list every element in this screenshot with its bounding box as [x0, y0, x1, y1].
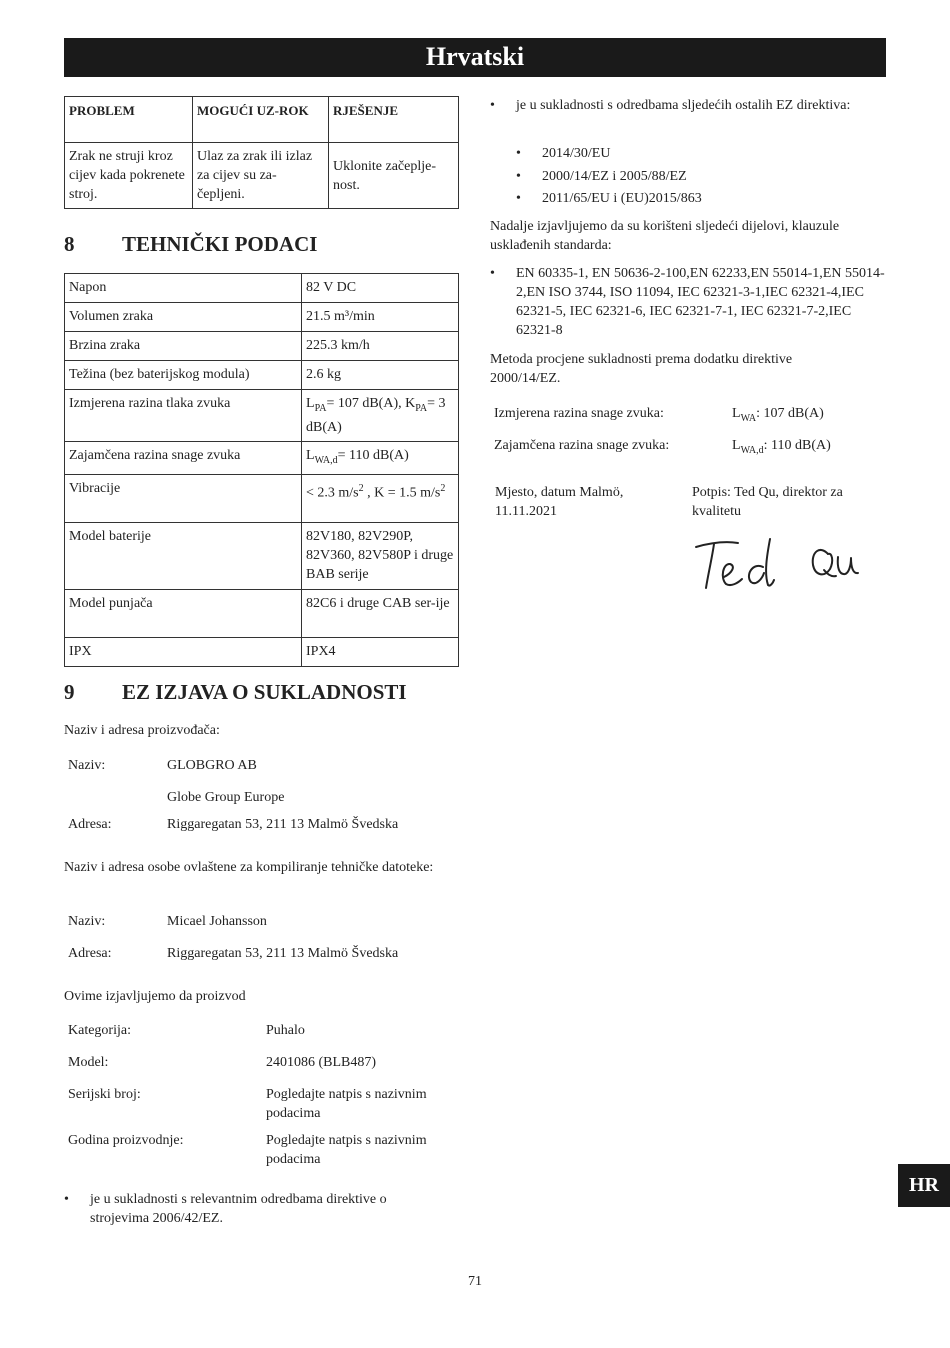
spec-label: Težina (bez baterijskog modula): [65, 361, 302, 390]
field-value: Micael Johansson: [167, 914, 267, 929]
other-directives-bullet: [490, 96, 870, 115]
list-item: [64, 1127, 459, 1173]
list-item: [64, 940, 459, 967]
vibration-a: < 2.3 m/s: [306, 485, 359, 501]
list-item: • 2011/65/EU i (EU)2015/863: [516, 188, 856, 211]
spec-label: Zajamčena razina snage zvuka: [65, 441, 302, 474]
lwad-subscript: WA,d: [314, 454, 338, 466]
spec-label: Model baterije: [65, 522, 302, 589]
lpa-subscript: PA: [314, 402, 327, 414]
lwad-value: = 110 dB(A): [337, 447, 409, 463]
lpa-value: = 107 dB(A), K: [326, 396, 416, 411]
tech-data-table: [64, 273, 459, 667]
spec-label: Vibracije: [65, 474, 302, 522]
machinery-bullet-list: [64, 1190, 444, 1228]
list-item: • 2014/30/EU: [516, 143, 856, 166]
field-value: Pogledajte natpis s nazivnim podacima: [266, 1087, 427, 1121]
list-item: [64, 811, 459, 838]
table-row: [65, 474, 459, 522]
table-row: [65, 441, 459, 474]
spec-label: Napon: [65, 274, 302, 303]
superscript: 2: [440, 482, 446, 494]
list-item: [64, 1081, 459, 1127]
header-problem: PROBLEM: [65, 97, 193, 143]
sound-table: [490, 400, 886, 464]
lwa-subscript: WA: [740, 412, 757, 424]
field-value: Puhalo: [266, 1023, 305, 1038]
kpa-value: = 3 dB(A): [306, 396, 446, 435]
list-item: [490, 432, 886, 464]
signature-label: Potpis: Ted Qu, direktor za kvalitetu: [692, 485, 843, 519]
language-tab: HR: [898, 1164, 950, 1207]
section-number: 9: [64, 680, 75, 704]
lwad-subscript: WA,d: [740, 444, 764, 456]
cell-problem: Zrak ne struji kroz cijev kada pokrenete stroj.: [65, 143, 193, 209]
table-row: [65, 390, 459, 442]
lwa-symbol: L: [732, 406, 741, 421]
table-row: [65, 589, 459, 637]
table-row: [65, 143, 459, 209]
list-item: • je u sukladnosti s relevantnim odredbama direktive o strojevima 2006/42/EZ.: [64, 1190, 444, 1228]
spec-value: 225.3 km/h: [302, 332, 459, 361]
field-value: Riggaregatan 53, 211 13 Malmö Švedska: [167, 946, 399, 961]
spec-value: 82C6 i druge CAB ser-ije: [302, 589, 459, 637]
list-item: [64, 752, 459, 784]
declare-intro: Ovime izjavljujemo da proizvod: [64, 989, 246, 1004]
field-value: Globe Group Europe: [167, 790, 285, 805]
field-label: Izmjerena razina snage zvuka:: [494, 406, 664, 421]
spec-value: 82V180, 82V290P, 82V360, 82V580P i druge BAB serije: [302, 522, 459, 589]
standards-list: [490, 264, 890, 340]
list-item: • EN 60335-1, EN 50636-2-100,EN 62233,EN 55014-1,EN 55014-2,EN ISO 3744, ISO 11094, IEC 62321-3-1,IEC 62321-4,IEC 62321-5, IEC 62321-6, IEC 62321-7-1, IEC 62321-7-2,IEC 62321-8: [490, 264, 890, 340]
table-header-row: [65, 97, 459, 143]
list-item: [64, 1049, 459, 1081]
spec-value: 82 V DC: [302, 274, 459, 303]
spec-value: 21.5 m³/min: [302, 303, 459, 332]
list-item: [490, 400, 886, 432]
field-value: GLOBGRO AB: [167, 758, 257, 773]
field-value: [728, 400, 886, 432]
section-9-heading: [64, 680, 459, 705]
spec-value: [302, 474, 459, 522]
list-item: • je u sukladnosti s odredbama sljedećih ostalih EZ direktiva:: [490, 96, 870, 115]
manufacturer-intro: Naziv i adresa proizvođača:: [64, 723, 220, 738]
field-label: Adresa:: [68, 946, 112, 961]
page-header-title: Hrvatski: [64, 38, 886, 77]
field-label: Serijski broj:: [68, 1087, 141, 1102]
section-8-heading: [64, 232, 459, 257]
header-solution: RJEŠENJE: [329, 97, 459, 143]
spec-value: IPX4: [302, 637, 459, 666]
spec-value: [302, 441, 459, 474]
field-value: Riggaregatan 53, 211 13 Malmö Švedska: [167, 817, 399, 832]
list-item: [64, 1017, 459, 1049]
lwa-value: : 107 dB(A): [756, 406, 824, 421]
method-text: Metoda procjene sukladnosti prema dodatku direktive 2000/14/EZ.: [490, 352, 793, 386]
lwad-symbol: L: [306, 447, 315, 463]
list-item: [64, 908, 459, 940]
spec-value: 2.6 kg: [302, 361, 459, 390]
vibration-b: , K = 1.5 m/s: [363, 485, 441, 501]
standards-intro: Nadalje izjavljujemo da su korišteni sljedeći dijelovi, klauzule usklađenih standarda:: [490, 219, 840, 253]
field-label: Naziv:: [68, 914, 106, 929]
field-label: Model:: [68, 1055, 109, 1070]
field-label: Zajamčena razina snage zvuka:: [494, 438, 670, 453]
spec-label: IPX: [65, 637, 302, 666]
list-item: • 2000/14/EZ i 2005/88/EZ: [516, 166, 856, 189]
field-label: Godina proizvodnje:: [68, 1133, 184, 1148]
cell-solution: Uklonite začeplje-nost.: [329, 143, 459, 209]
table-row: [65, 361, 459, 390]
spec-label: Brzina zraka: [65, 332, 302, 361]
spec-label: Model punjača: [65, 589, 302, 637]
product-table: [64, 1017, 459, 1173]
section-number: 8: [64, 232, 75, 256]
field-value: 2401086 (BLB487): [266, 1055, 377, 1070]
authorized-table: [64, 908, 459, 967]
page-number: 71: [468, 1274, 482, 1289]
table-row: [65, 332, 459, 361]
table-row: [65, 522, 459, 589]
field-value: Pogledajte natpis s nazivnim podacima: [266, 1133, 427, 1167]
field-label: Kategorija:: [68, 1023, 131, 1038]
spec-label: Volumen zraka: [65, 303, 302, 332]
superscript: 2: [358, 482, 364, 494]
authorized-intro: Naziv i adresa osobe ovlaštene za kompiliranje tehničke datoteke:: [64, 860, 434, 875]
list-item: [64, 784, 459, 811]
spec-value: [302, 390, 459, 442]
table-row: [65, 637, 459, 666]
signature-image: [690, 533, 880, 598]
troubleshooting-table: [64, 96, 459, 209]
section-title: TEHNIČKI PODACI: [122, 232, 318, 256]
directives-list: [516, 143, 856, 211]
lpa-symbol: L: [306, 396, 315, 411]
field-label: Naziv:: [68, 758, 106, 773]
header-cause: MOGUĆI UZ-ROK: [193, 97, 329, 143]
section-title: EZ IZJAVA O SUKLADNOSTI: [122, 680, 407, 704]
place-date: Mjesto, datum Malmö, 11.11.2021: [495, 485, 624, 519]
field-label: Adresa:: [68, 817, 112, 832]
cell-cause: Ulaz za zrak ili izlaz za cijev su za-čepljeni.: [193, 143, 329, 209]
table-row: [65, 303, 459, 332]
spec-label: Izmjerena razina tlaka zvuka: [65, 390, 302, 442]
table-row: [65, 274, 459, 303]
lwad-symbol: L: [732, 438, 741, 453]
kpa-subscript: PA: [415, 402, 428, 414]
field-value: [728, 432, 886, 464]
manufacturer-table: [64, 752, 459, 838]
lwad-value: : 110 dB(A): [763, 438, 831, 453]
